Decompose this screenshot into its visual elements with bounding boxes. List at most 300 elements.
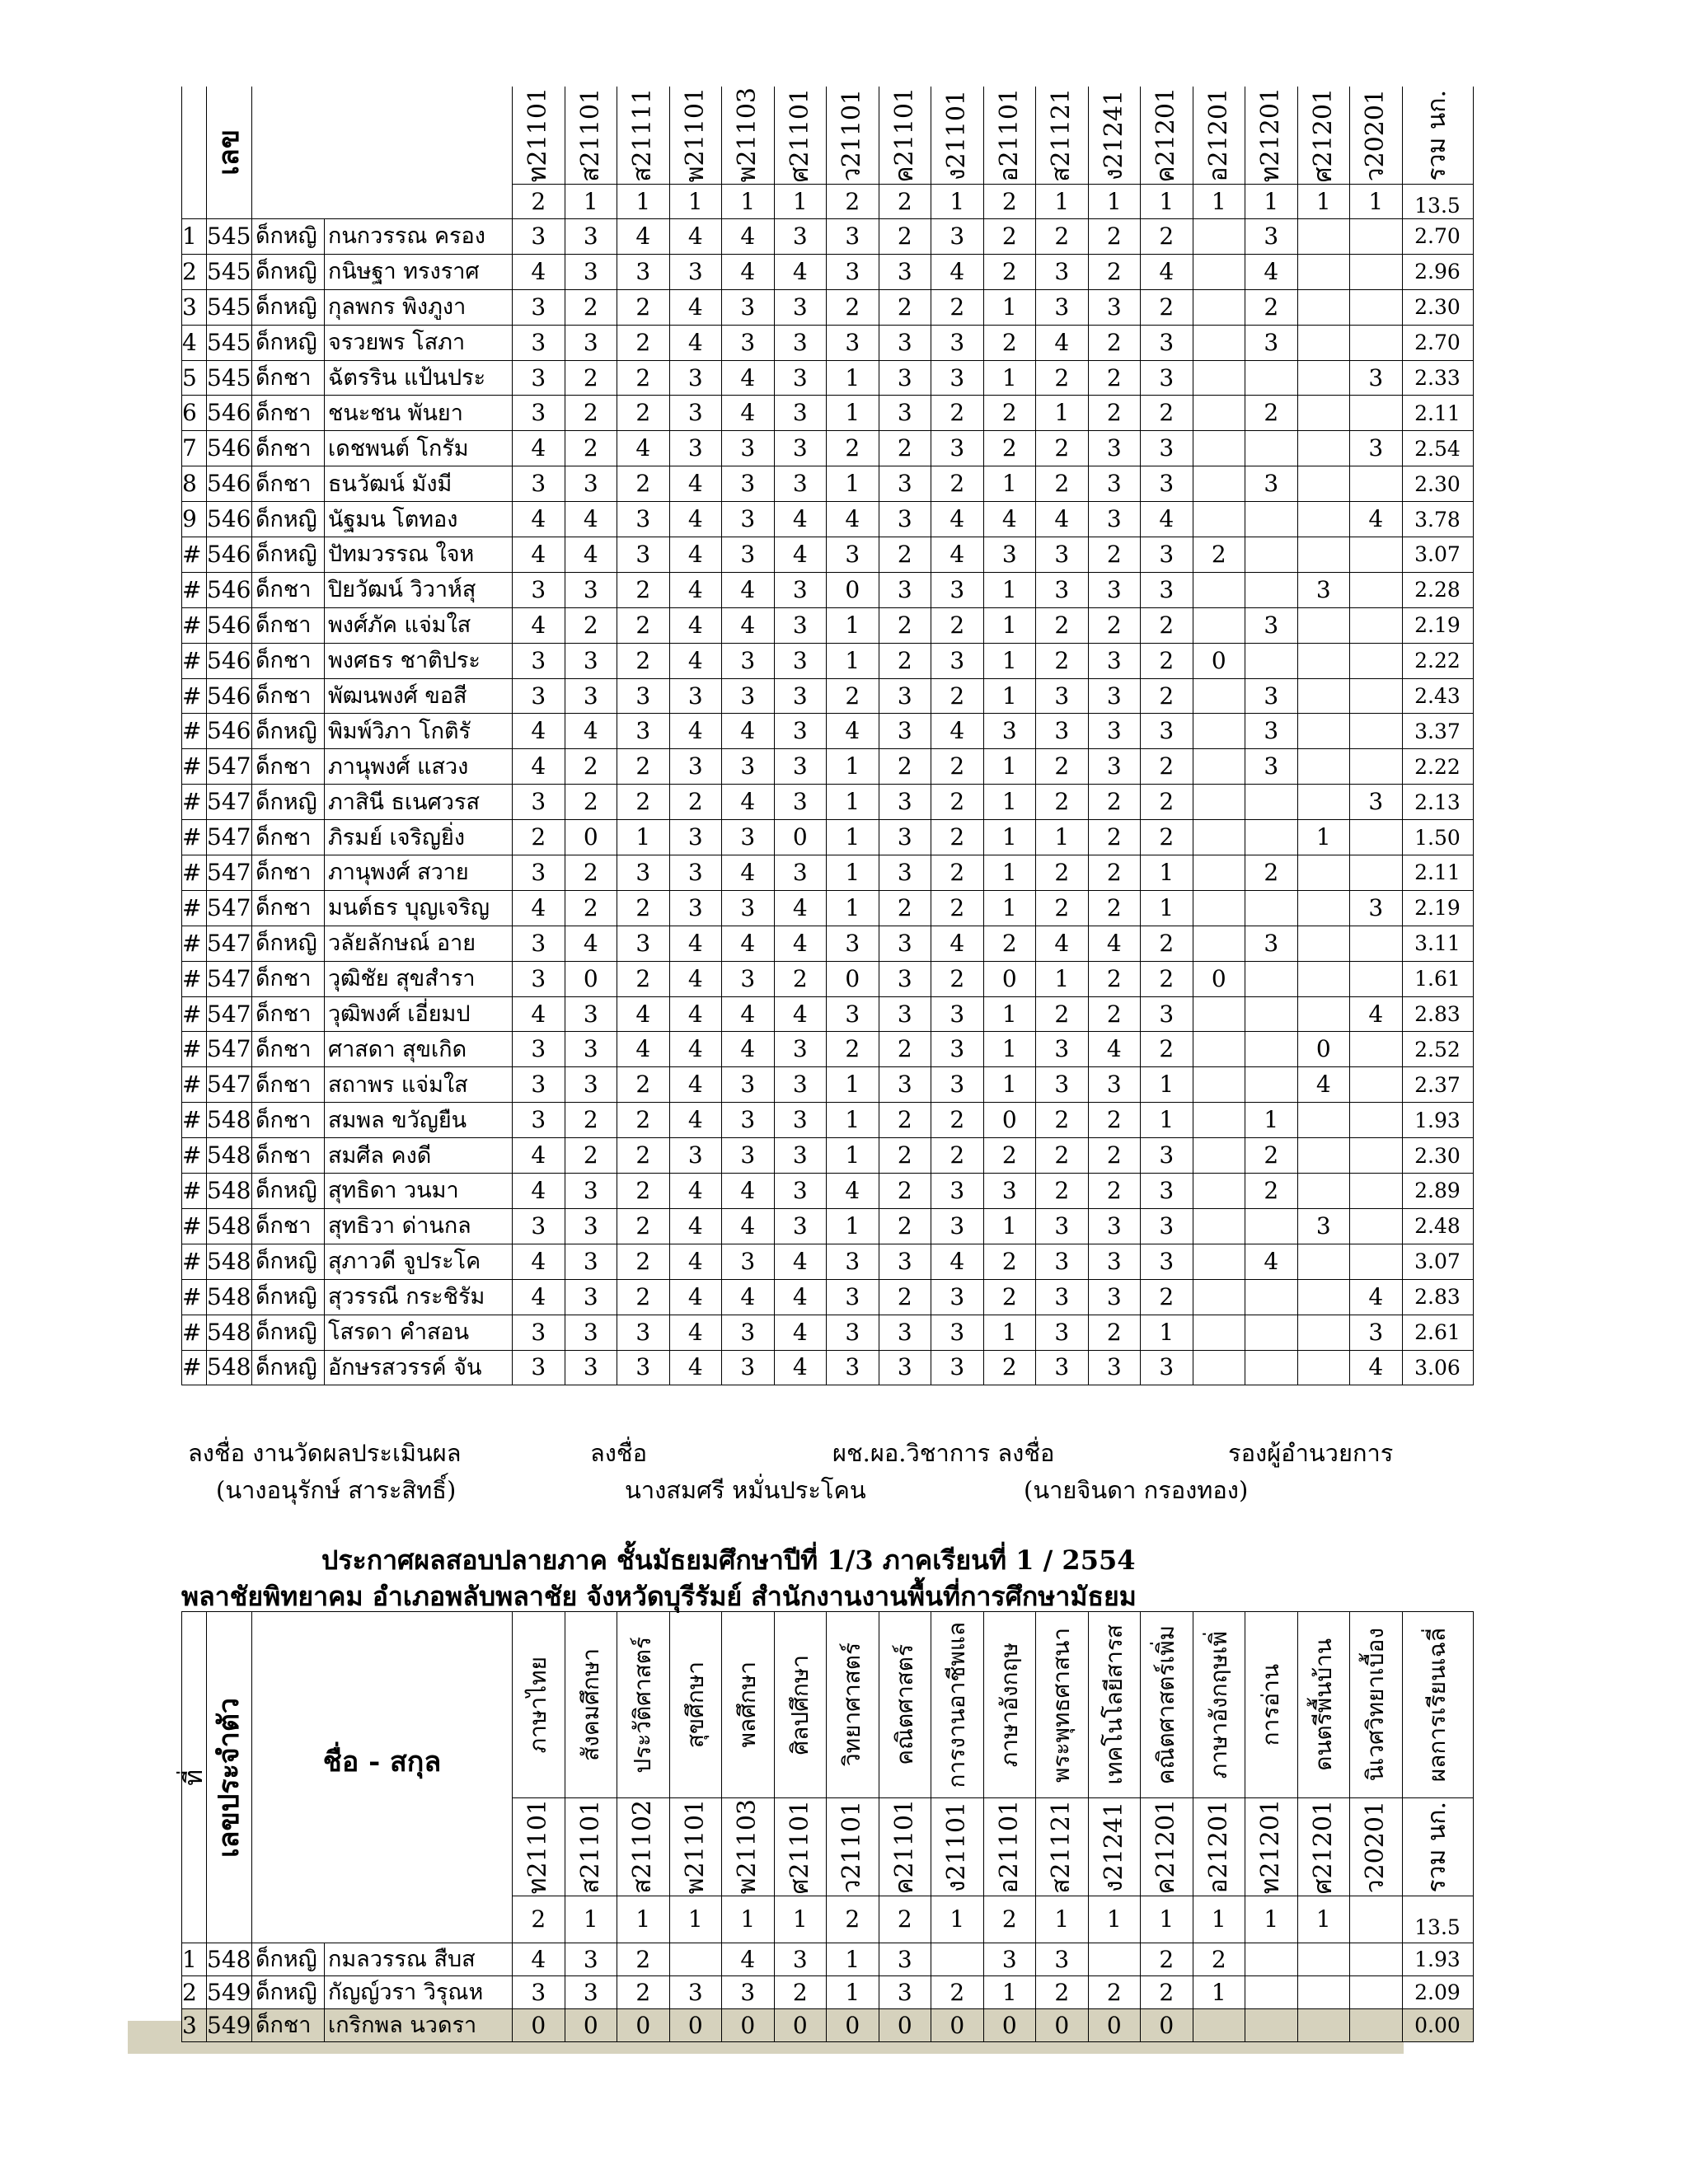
grade-cell: 3 (722, 325, 775, 360)
student-id: 546 (207, 572, 252, 607)
grade-cell: 2 (1141, 785, 1193, 820)
student-id: 547 (207, 926, 252, 961)
grade-cell: 3 (931, 643, 984, 678)
grade-cell: 2 (1088, 254, 1141, 289)
table-row (182, 572, 1474, 607)
grade-cell: 3 (513, 1032, 565, 1067)
grade-cell: 2 (983, 1138, 1036, 1174)
subject-name (1193, 1612, 1245, 1798)
grade-cell (1193, 572, 1245, 607)
grade-cell: 3 (1141, 1138, 1193, 1174)
subject-code-wrap (1298, 87, 1350, 184)
subject-name-text: การอ่าน (1257, 1663, 1285, 1746)
grade-cell: 3 (565, 643, 617, 678)
grade-cell: 3 (774, 431, 827, 466)
grade-cell: 3 (669, 749, 722, 785)
grade-average: 1.50 (1402, 820, 1473, 855)
grade-cell: 2 (1245, 289, 1298, 325)
grade-cell: 1 (827, 820, 879, 855)
student-title: ด็กหญิ (252, 714, 325, 749)
grade-cell: 1 (983, 289, 1036, 325)
grade-cell: 2 (565, 1138, 617, 1174)
grade-cell: 3 (1036, 1279, 1089, 1315)
grade-cell (1245, 502, 1298, 537)
subject-name-wrap (617, 1612, 669, 1797)
grade-cell: 3 (722, 643, 775, 678)
grade-cell (1297, 254, 1350, 289)
grade-cell (1297, 396, 1350, 431)
student-id: 545 (207, 254, 252, 289)
subject-code-wrap (1036, 87, 1088, 184)
grade-cell: 3 (879, 1350, 931, 1385)
grade-cell (1297, 1103, 1350, 1138)
grade-cell: 3 (1350, 431, 1403, 466)
grade-cell: 4 (722, 1943, 775, 1976)
grade-cell: 3 (983, 537, 1036, 573)
grade-cell: 4 (669, 219, 722, 255)
table-row (182, 325, 1474, 360)
student-name: พัฒนพงศ์ ขอสี (325, 678, 513, 714)
credit-cell: 1 (722, 185, 775, 219)
grade-cell: 3 (1036, 1350, 1089, 1385)
grade-cell: 2 (565, 607, 617, 643)
grade-cell: 3 (1036, 678, 1089, 714)
subject-code (827, 87, 879, 185)
student-title: ด็กชา (252, 396, 325, 431)
grade-cell (1245, 1032, 1298, 1067)
student-name: ภานุพงศ์ สวาย (325, 855, 513, 891)
grade-average: 2.22 (1402, 749, 1473, 785)
student-name: ธนวัฒน์ มังมี (325, 466, 513, 502)
subject-code (513, 1798, 565, 1896)
student-id: 547 (207, 890, 252, 926)
grade-average: 2.89 (1402, 1174, 1473, 1209)
grade-cell: 4 (513, 1279, 565, 1315)
subject-code (1297, 1798, 1350, 1896)
student-name: สมศีล คงดี (325, 1138, 513, 1174)
grade-cell: 3 (931, 1279, 984, 1315)
subject-code (565, 1798, 617, 1896)
student-title: ด็กชา (252, 1103, 325, 1138)
grade-cell: 3 (774, 360, 827, 396)
subject-name-wrap (670, 1612, 722, 1797)
table-row (182, 502, 1474, 537)
grade-cell: 1 (827, 749, 879, 785)
grade-average: 2.13 (1402, 785, 1473, 820)
grade-cell: 1 (983, 890, 1036, 926)
row-number: 6 (182, 396, 207, 431)
sig-name-3: (นายจินดา กรองทอง) (1024, 1476, 1249, 1504)
student-title: ด็กหญิ (252, 926, 325, 961)
subject-code (617, 1798, 670, 1896)
grade-cell: 1 (617, 820, 670, 855)
subject-code-wrap (1350, 87, 1402, 184)
grade-average: 1.93 (1402, 1103, 1473, 1138)
grade-cell: 3 (774, 396, 827, 431)
student-title: ด็กหญิ (252, 1976, 325, 2009)
grade-cell: 3 (513, 785, 565, 820)
grade-cell: 1 (827, 360, 879, 396)
subject-code (669, 1798, 722, 1896)
row-number: # (182, 1103, 207, 1138)
grade-average: 2.19 (1402, 607, 1473, 643)
grade-cell: 4 (669, 996, 722, 1032)
grade-cell: 4 (513, 254, 565, 289)
grade-cell: 2 (879, 1103, 931, 1138)
subject-name-text: พระพุทธศาสนา (1048, 1627, 1076, 1783)
grade-cell: 3 (774, 289, 827, 325)
student-name: พงศธร ชาติประ (325, 643, 513, 678)
grade-cell: 3 (669, 431, 722, 466)
credit-cell (1350, 1896, 1403, 1943)
grade-cell (1297, 996, 1350, 1032)
subject-name (1141, 1612, 1193, 1798)
grade-cell (1193, 1350, 1245, 1385)
student-id: 547 (207, 1032, 252, 1067)
grade-cell: 4 (774, 537, 827, 573)
grade-cell (1350, 1943, 1403, 1976)
grade-cell: 1 (1141, 1067, 1193, 1103)
grade-cell: 3 (879, 325, 931, 360)
credit-cell: 1 (1036, 185, 1089, 219)
header-id (207, 1612, 252, 1943)
grade-cell: 2 (1088, 396, 1141, 431)
subject-name-wrap (565, 1612, 617, 1797)
grade-average: 2.22 (1402, 643, 1473, 678)
subject-code (1193, 1798, 1245, 1896)
grade-cell: 2 (617, 749, 670, 785)
subject-code (1088, 87, 1141, 185)
grade-cell: 1 (827, 855, 879, 891)
student-name: กนิษฐา ทรงราศ (325, 254, 513, 289)
table-row (182, 466, 1474, 502)
header-no-text: ที่ (179, 1769, 209, 1786)
grade-cell: 3 (774, 1138, 827, 1174)
grade-cell (1297, 1244, 1350, 1279)
table-row (182, 537, 1474, 573)
credit-cell: 1 (1088, 185, 1141, 219)
grade-cell: 4 (1245, 1244, 1298, 1279)
grade-cell (1193, 2009, 1245, 2042)
grade-cell (1350, 289, 1403, 325)
student-title: ด็กหญิ (252, 289, 325, 325)
grade-cell: 3 (669, 678, 722, 714)
grade-cell: 3 (513, 572, 565, 607)
subject-code (774, 1798, 827, 1896)
grade-cell: 3 (931, 1174, 984, 1209)
subject-name-wrap (984, 1612, 1036, 1797)
grade-cell: 2 (1193, 537, 1245, 573)
grade-cell: 4 (722, 926, 775, 961)
row-number: # (182, 1174, 207, 1209)
grade-cell: 4 (513, 890, 565, 926)
grade-cell: 3 (879, 254, 931, 289)
grade-cell: 3 (1141, 1174, 1193, 1209)
grade-cell: 4 (617, 219, 670, 255)
grade-cell: 0 (722, 2009, 775, 2042)
table-row (182, 1279, 1474, 1315)
subject-code (1297, 87, 1350, 185)
grade-cell: 3 (669, 1138, 722, 1174)
subject-name (1297, 1612, 1350, 1798)
grade-cell: 4 (669, 537, 722, 573)
subject-name-wrap (1036, 1612, 1088, 1797)
grade-cell: 4 (1088, 926, 1141, 961)
grade-cell (1245, 537, 1298, 573)
table-row (182, 996, 1474, 1032)
student-name: กุลพกร พิงภูงา (325, 289, 513, 325)
grade-cell: 3 (722, 749, 775, 785)
grade-cell: 3 (827, 537, 879, 573)
student-title: ด็กชา (252, 431, 325, 466)
grade-cell: 2 (1141, 961, 1193, 996)
grade-cell: 2 (931, 820, 984, 855)
grade-cell: 1 (1036, 820, 1089, 855)
grade-cell (1193, 1279, 1245, 1315)
grade-cell (1193, 926, 1245, 961)
grade-cell: 2 (1036, 607, 1089, 643)
student-title: ด็กชา (252, 466, 325, 502)
grade-cell: 3 (827, 254, 879, 289)
grade-cell: 2 (1193, 1943, 1245, 1976)
subject-code-wrap (1089, 1798, 1141, 1896)
grade-cell: 2 (1141, 1943, 1193, 1976)
sig-name-2: นางสมศรี หมั่นประโคน (625, 1476, 866, 1504)
grade-cell: 3 (617, 502, 670, 537)
grade-cell: 4 (617, 431, 670, 466)
credit-cell: 2 (513, 185, 565, 219)
grade-cell: 2 (1036, 1103, 1089, 1138)
grade-cell: 3 (879, 961, 931, 996)
subject-name (931, 1612, 984, 1798)
grade-cell: 2 (1141, 396, 1193, 431)
grade-cell: 2 (617, 572, 670, 607)
credit-cell: 1 (1350, 185, 1403, 219)
header-id-label (207, 87, 252, 219)
credit-cell: 1 (774, 185, 827, 219)
grade-cell (1297, 714, 1350, 749)
subject-name (1350, 1612, 1403, 1798)
grade-cell: 3 (722, 289, 775, 325)
grade-cell: 3 (513, 1067, 565, 1103)
grade-cell: 3 (722, 1315, 775, 1350)
grade-cell (1245, 1315, 1298, 1350)
grade-cell: 2 (1036, 785, 1089, 820)
subject-name-wrap (1193, 1612, 1245, 1797)
grade-cell: 4 (669, 1350, 722, 1385)
grade-cell: 4 (722, 572, 775, 607)
subject-code (669, 87, 722, 185)
student-id: 546 (207, 643, 252, 678)
grade-cell: 3 (879, 678, 931, 714)
student-id: 546 (207, 607, 252, 643)
grade-cell: 3 (722, 820, 775, 855)
grade-cell: 3 (1088, 749, 1141, 785)
grade-cell: 1 (983, 1032, 1036, 1067)
subject-code-text: พ21101 (680, 87, 710, 183)
subject-code-wrap (670, 1798, 722, 1896)
grade-cell: 4 (722, 855, 775, 891)
grade-cell: 4 (565, 926, 617, 961)
grade-cell: 3 (1088, 678, 1141, 714)
grade-cell: 2 (931, 855, 984, 891)
grade-cell: 4 (774, 502, 827, 537)
table-row (182, 820, 1474, 855)
student-name: ศาสดา สุขเกิด (325, 1032, 513, 1067)
grade-cell (1350, 1174, 1403, 1209)
grade-cell: 2 (565, 855, 617, 891)
grade-cell (1193, 1315, 1245, 1350)
grade-cell: 2 (1036, 360, 1089, 396)
table-row (182, 1208, 1474, 1244)
row-number: # (182, 1279, 207, 1315)
grade-cell: 1 (827, 785, 879, 820)
grade-cell: 0 (827, 572, 879, 607)
grade-cell: 2 (983, 254, 1036, 289)
grade-cell: 2 (931, 1138, 984, 1174)
subject-code-text: พ21103 (733, 1799, 762, 1895)
grade-average: 2.30 (1402, 1138, 1473, 1174)
grade-cell: 2 (1088, 820, 1141, 855)
subject-name-text: ดนตรีพื้นบ้าน (1309, 1638, 1337, 1771)
subject-code-text: อ21101 (994, 88, 1024, 182)
table-row (182, 1315, 1474, 1350)
student-id: 548 (207, 1174, 252, 1209)
credit-cell: 2 (983, 185, 1036, 219)
grade-cell: 3 (879, 1067, 931, 1103)
table-row (182, 714, 1474, 749)
grade-cell (1245, 360, 1298, 396)
grade-cell: 1 (827, 1138, 879, 1174)
subject-code-wrap (1193, 1798, 1245, 1896)
grade-cell: 2 (827, 1032, 879, 1067)
grade-cell: 2 (565, 289, 617, 325)
student-id: 545 (207, 325, 252, 360)
grade-cell (1297, 1138, 1350, 1174)
grade-cell: 3 (722, 431, 775, 466)
student-id: 549 (207, 1976, 252, 2009)
grade-cell: 2 (879, 1279, 931, 1315)
grade-cell: 3 (1141, 572, 1193, 607)
grade-cell: 4 (774, 926, 827, 961)
grade-cell (1193, 1138, 1245, 1174)
grade-cell (1350, 537, 1403, 573)
grade-cell: 2 (617, 961, 670, 996)
grade-cell: 2 (1088, 855, 1141, 891)
grade-cell (1193, 466, 1245, 502)
subject-code-wrap (1141, 1798, 1193, 1896)
grade-cell (1350, 466, 1403, 502)
subject-name-wrap (1245, 1612, 1297, 1797)
student-name: วุฒิชัย สุขสำรา (325, 961, 513, 996)
grade-cell: 2 (1141, 643, 1193, 678)
grade-cell: 4 (931, 1244, 984, 1279)
grade-cell: 4 (1350, 502, 1403, 537)
grade-cell: 3 (1141, 325, 1193, 360)
subject-code-wrap (827, 87, 879, 184)
student-name: วลัยลักษณ์ อาย (325, 926, 513, 961)
grade-cell: 2 (983, 325, 1036, 360)
student-id: 547 (207, 996, 252, 1032)
grade-cell: 4 (669, 466, 722, 502)
student-title: ด็กชา (252, 749, 325, 785)
total-label-text: รวม นก. (1423, 89, 1451, 181)
student-name: สถาพร แจ่มใส (325, 1067, 513, 1103)
grade-cell: 3 (565, 1174, 617, 1209)
credit-cell: 1 (565, 185, 617, 219)
total-label-wrap (1403, 87, 1473, 184)
student-title: ด็กชา (252, 890, 325, 926)
grade-cell: 1 (1036, 961, 1089, 996)
grade-cell: 2 (1036, 466, 1089, 502)
header-id-label-wrap (207, 87, 251, 218)
grade-cell (1245, 785, 1298, 820)
grade-cell: 2 (1245, 855, 1298, 891)
grade-cell (1245, 996, 1298, 1032)
grade-cell: 3 (669, 254, 722, 289)
row-number: # (182, 607, 207, 643)
student-title: ด็กหญิ (252, 502, 325, 537)
grade-cell: 4 (722, 785, 775, 820)
grade-cell: 2 (565, 890, 617, 926)
subject-code (722, 87, 775, 185)
grade-cell: 3 (879, 926, 931, 961)
subject-name (1088, 1612, 1141, 1798)
grade-cell: 2 (1088, 1138, 1141, 1174)
table-row (182, 289, 1474, 325)
grade-cell: 4 (565, 502, 617, 537)
grade-cell: 3 (774, 1032, 827, 1067)
grade-cell: 4 (722, 360, 775, 396)
subject-code (1088, 1798, 1141, 1896)
student-name: ภาสินี ธเนศวรส (325, 785, 513, 820)
student-title: ด็กชา (252, 820, 325, 855)
grade-cell: 2 (774, 1976, 827, 2009)
student-name: เดชพนต์ โกรัม (325, 431, 513, 466)
grade-cell: 2 (983, 431, 1036, 466)
header-row (182, 1612, 1474, 1798)
grade-cell (1193, 1103, 1245, 1138)
grade-cell: 3 (513, 1976, 565, 2009)
credit-cell: 2 (879, 1896, 931, 1943)
grade-cell (1297, 926, 1350, 961)
grade-cell: 4 (1036, 325, 1089, 360)
grade-cell (1088, 1943, 1141, 1976)
grade-average: 2.33 (1402, 360, 1473, 396)
grade-cell (1350, 714, 1403, 749)
grade-cell (1193, 360, 1245, 396)
grade-cell: 2 (617, 360, 670, 396)
subject-code-text: ศ21101 (785, 87, 814, 183)
student-title: ด็กชา (252, 996, 325, 1032)
grade-cell (1245, 1943, 1298, 1976)
grade-cell: 4 (931, 926, 984, 961)
row-number: 4 (182, 325, 207, 360)
grade-average: 3.11 (1402, 926, 1473, 961)
grade-cell: 2 (1141, 1976, 1193, 2009)
grade-cell: 4 (722, 607, 775, 643)
student-id: 546 (207, 714, 252, 749)
grade-cell: 3 (774, 219, 827, 255)
row-number: # (182, 961, 207, 996)
grade-cell: 3 (513, 1208, 565, 1244)
grade-cell: 3 (774, 1174, 827, 1209)
grade-cell: 3 (931, 1315, 984, 1350)
grade-cell: 2 (879, 643, 931, 678)
grade-cell: 2 (617, 1279, 670, 1315)
grade-cell: 3 (617, 678, 670, 714)
student-id: 547 (207, 961, 252, 996)
